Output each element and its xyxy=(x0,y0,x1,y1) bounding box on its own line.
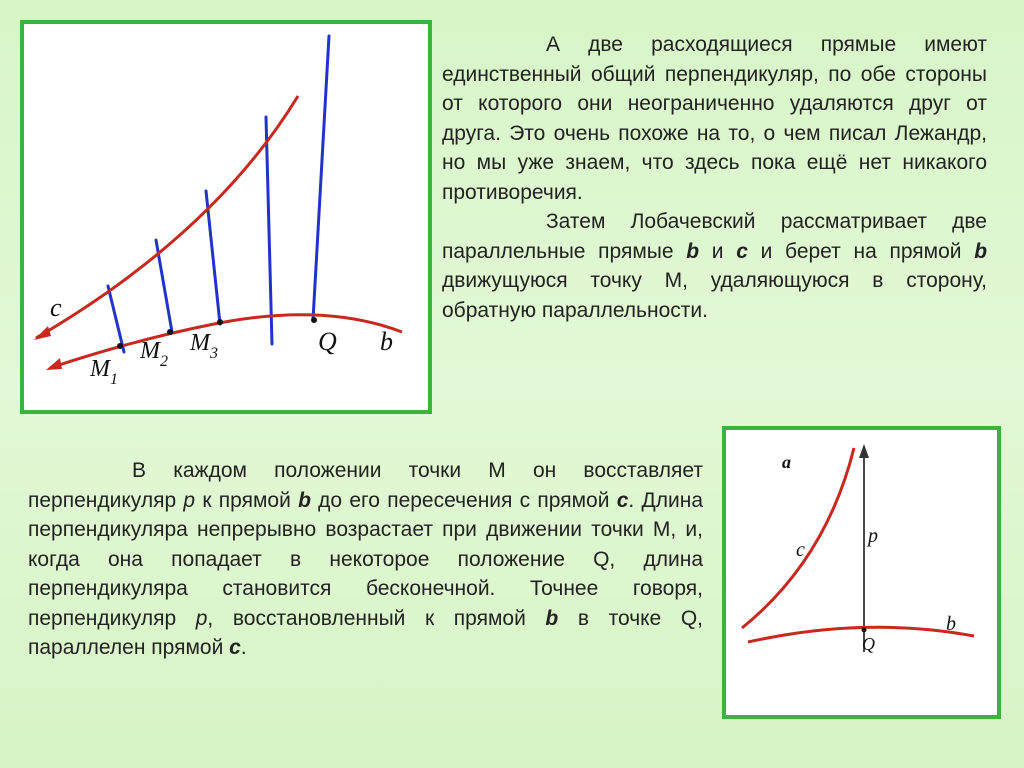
label-c: c xyxy=(796,539,805,561)
figure-parallel-drawing xyxy=(726,430,997,715)
top-paragraph-2: Затем Лобачевский рассматривает две параллельные прямые b и c и берет на прямой b движущуюся точку М, удаляющуюся в сторону, обратную параллельности. xyxy=(442,210,988,322)
label-m3: $M_3$ xyxy=(190,330,218,362)
point-q xyxy=(862,628,867,633)
label-m1: $M_1$ xyxy=(90,356,118,388)
line-b xyxy=(748,627,974,642)
label-q: Q xyxy=(862,634,875,654)
figure-perpendiculars-drawing xyxy=(24,24,428,410)
perpendicular-4 xyxy=(266,117,272,344)
figure-perpendiculars xyxy=(20,20,432,414)
label-m2: $M_2$ xyxy=(140,338,168,370)
perpendicular-m3 xyxy=(206,191,220,324)
label-a: a xyxy=(782,452,791,472)
line-c xyxy=(742,448,854,628)
label-b: b xyxy=(946,613,956,635)
bottom-paragraph: В каждом положении точки М он восставляет перпендикуляр р к прямой b до его пересечения с прямой с. Длина перпендикуляра непрерывно возрастает при движении точки М, и, когда она попадает в некоторое положение Q, длина перпендикуляра становится бесконечной. Точнее говоря, перпендикуляр р, восстановленный к прямой b в точке Q, параллелен прямой с. xyxy=(28,459,703,659)
arrowhead-p xyxy=(859,444,869,458)
point-m2 xyxy=(167,329,173,335)
label-c: c xyxy=(50,293,62,322)
perpendicular-m1 xyxy=(108,286,124,352)
arrowhead-c xyxy=(34,326,51,340)
label-p: p xyxy=(868,525,878,547)
perpendicular-q xyxy=(313,36,329,320)
top-paragraph-1: А две расходящиеся прямые имеют единственный общий перпендикуляр, по обе стороны от которого они неограниченно удаляются друг от друга. Это очень похоже на то, о чем писал Лежандр, но мы уже знаем, что здесь пока ещё нет никакого противоречия. xyxy=(442,33,987,204)
top-text-block xyxy=(442,30,987,325)
point-m1 xyxy=(117,343,123,349)
figure-parallel xyxy=(722,426,1001,719)
label-q: Q xyxy=(318,327,337,356)
bottom-text-block xyxy=(28,456,703,663)
point-m3 xyxy=(217,319,223,325)
label-b: b xyxy=(380,327,393,356)
arrowhead-b xyxy=(46,358,62,370)
point-q xyxy=(311,317,317,323)
